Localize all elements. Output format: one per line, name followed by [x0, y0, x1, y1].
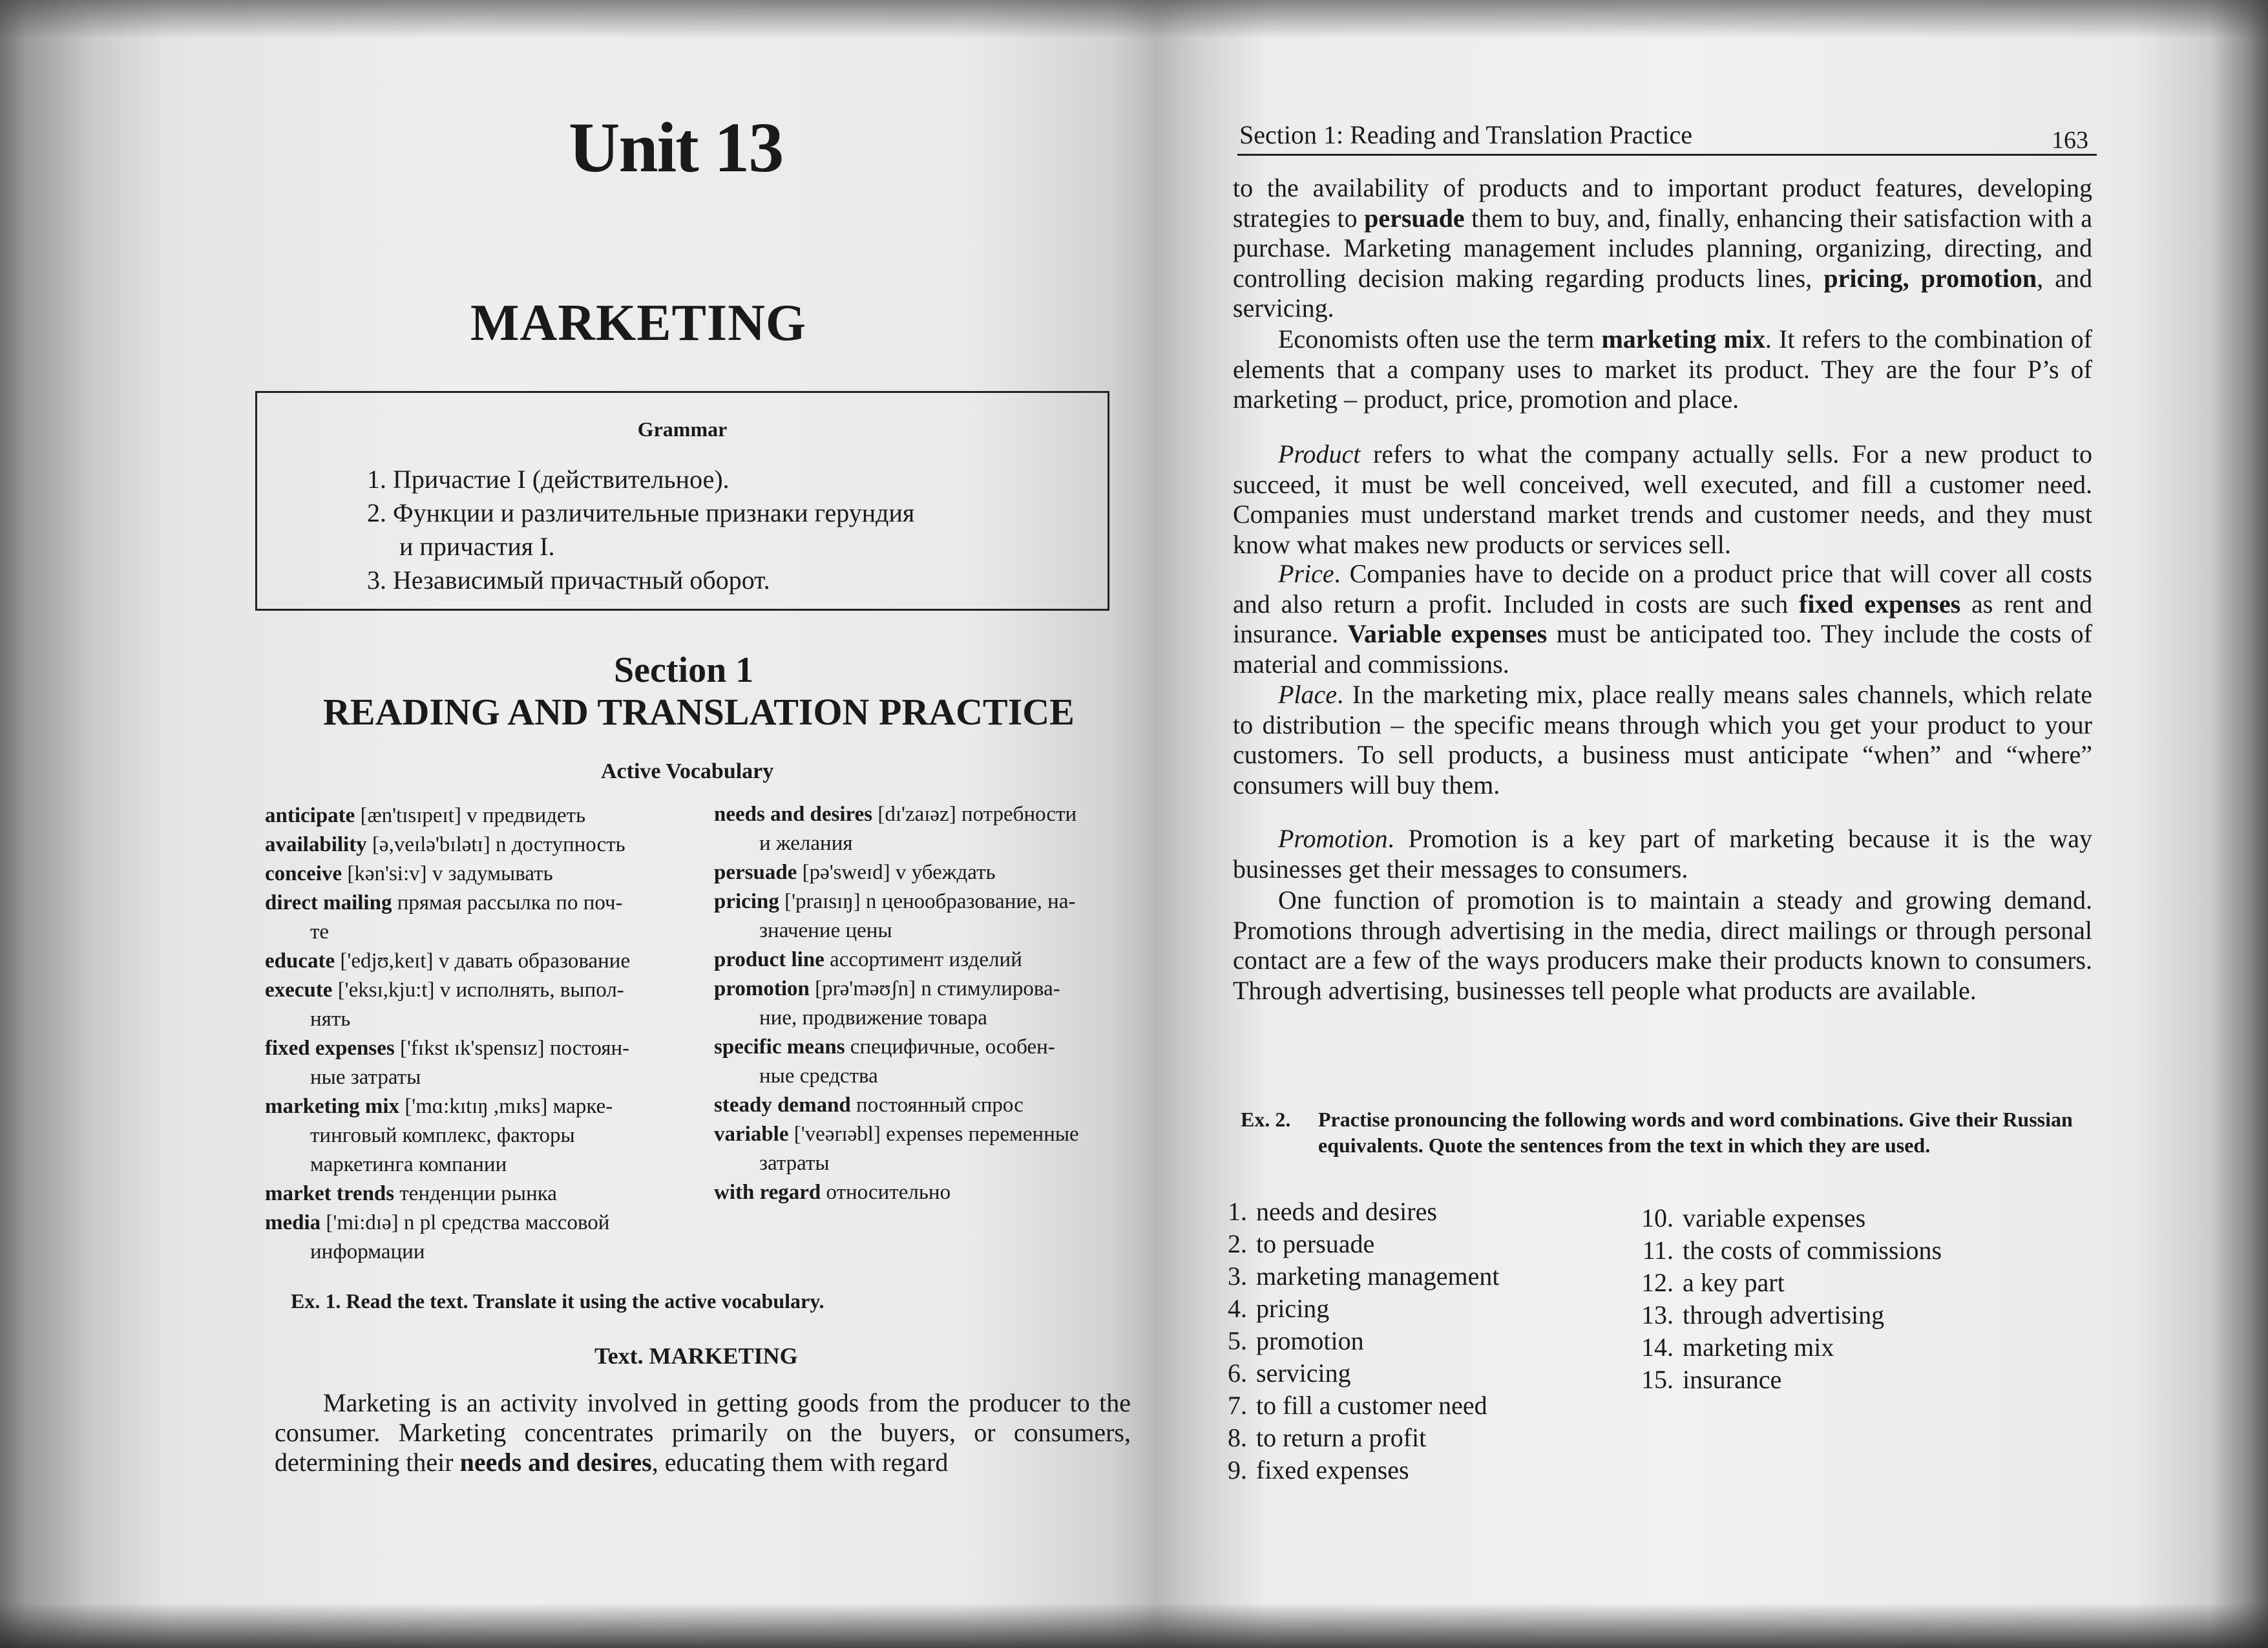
- vocab-term: pricing: [714, 890, 779, 913]
- vocab-definition-cont: затраты: [759, 1152, 830, 1175]
- grammar-heading: Grammar: [637, 417, 728, 441]
- text-run: Price: [1278, 559, 1334, 588]
- vocab-entry: [714, 1178, 1079, 1207]
- list-text: to fill a customer need: [1256, 1391, 1487, 1420]
- vocab-term: anticipate: [265, 804, 355, 827]
- vocab-definition: [ə,veɪlə'bɪlətɪ] n доступность: [366, 833, 625, 856]
- list-text: a key part: [1683, 1268, 1785, 1297]
- text-paragraph-left: [275, 1388, 1131, 1477]
- vocab-entry: [714, 945, 1079, 975]
- text-run: Product: [1278, 439, 1361, 469]
- vocab-definition: ['edjʊ,keɪt] v давать образование: [335, 949, 631, 973]
- vocab-column-right: [714, 800, 1079, 1207]
- paragraph: [1233, 324, 2092, 415]
- running-head: Section 1: Reading and Translation Practice: [1239, 120, 1692, 149]
- vocab-term: conceive: [265, 862, 342, 885]
- grammar-box: [255, 391, 1109, 611]
- vocab-entry: [265, 1092, 630, 1121]
- vocab-definition: ['veərɪəbl] expenses переменные: [788, 1123, 1079, 1146]
- text-run: persuade: [1364, 203, 1465, 233]
- vocab-definition-cont: ные затраты: [310, 1066, 421, 1089]
- vocab-entry: [265, 1209, 630, 1238]
- vocab-definition-cont: нять: [310, 1008, 351, 1031]
- vocab-term: with regard: [714, 1181, 821, 1204]
- vocab-definition-cont: значение цены: [759, 919, 892, 942]
- vocab-definition-cont: тинговый комплекс, факторы: [310, 1124, 575, 1147]
- text-run: Marketing is an activity involved in getting goods from the producer to the consumer. Marketing concentrates primarily on the buyers, or consumers, determining their: [275, 1388, 1131, 1477]
- vocab-term: availability: [265, 833, 367, 856]
- header-rule: [1237, 154, 2097, 156]
- vocab-term: persuade: [714, 861, 797, 884]
- vocab-definition: [pə'sweɪd] v убеждать: [797, 861, 996, 884]
- grammar-item: 1. Причастие I (действительное).: [367, 465, 730, 494]
- text-run: Promotion: [1278, 824, 1388, 853]
- text-run: must be anticipated too. They include the costs of material and commissions.: [1233, 619, 2093, 679]
- vocab-definition: тенденции рынка: [394, 1182, 557, 1205]
- vocab-definition-cont: ные средства: [759, 1064, 878, 1088]
- list-text: to return a profit: [1256, 1423, 1427, 1452]
- exercise-1-instruction: Ex. 1. Read the text. Translate it using the active vocabulary.: [291, 1289, 824, 1313]
- vocab-term: specific means: [714, 1035, 845, 1059]
- vocab-definition: ['fɪkst ɪk'spensɪz] постоян-: [394, 1037, 630, 1060]
- list-item: [1215, 1293, 1500, 1325]
- vocab-term: variable: [714, 1123, 789, 1146]
- list-number: 7.: [1228, 1391, 1247, 1420]
- list-text: the costs of commissions: [1683, 1236, 1942, 1265]
- list-text: insurance: [1683, 1365, 1782, 1394]
- list-number: 8.: [1228, 1423, 1247, 1452]
- vocab-definition: ['mɑ:kɪtɪŋ ,mɪks] марке-: [399, 1095, 613, 1118]
- vocab-entry: [714, 975, 1079, 1004]
- list-item: [1215, 1196, 1500, 1228]
- text-run: . It refers to the combination of elements that a company uses to market its product. They are the four P’s of marketing – product, price, promotion and place.: [1233, 324, 2093, 414]
- vocab-definition: ['mi:dɪə] n pl средства массовой: [320, 1211, 610, 1234]
- list-number: 6.: [1228, 1358, 1247, 1388]
- list-item: [1641, 1331, 1942, 1364]
- list-number: 15.: [1641, 1365, 1674, 1394]
- exercise-2: [1241, 1106, 2090, 1158]
- vocab-entry: [265, 860, 630, 889]
- text-run: . Companies have to decide on a product price that will cover all costs and also return a profit. Included in costs are such: [1233, 559, 2092, 618]
- paragraph: [1233, 559, 2092, 679]
- chapter-title: MARKETING: [470, 295, 807, 352]
- exercise-2-instruction: Practise pronouncing the following words and word combinations. Give their Russian equivalents. Quote the sentences from the text in which they are used.: [1318, 1108, 2073, 1157]
- paragraph: [1233, 885, 2092, 1006]
- list-number: 5.: [1228, 1326, 1247, 1355]
- text-run: Place: [1278, 680, 1338, 709]
- bottom-shadow: [0, 1603, 2268, 1648]
- vocab-entry: [265, 801, 630, 830]
- vocab-term: media: [265, 1211, 321, 1234]
- text-title: Text. MARKETING: [594, 1343, 798, 1369]
- vocab-definition: ['praɪsɪŋ] n ценообразование, на-: [779, 890, 1076, 913]
- list-text: promotion: [1256, 1326, 1364, 1355]
- word-list-right: [1641, 1202, 1942, 1396]
- list-number: 9.: [1228, 1455, 1247, 1484]
- vocab-entry: [265, 1034, 630, 1063]
- vocab-term: educate: [265, 949, 335, 973]
- list-item: [1215, 1389, 1500, 1422]
- vocab-heading: Active Vocabulary: [601, 759, 774, 783]
- vocab-column-left: [265, 801, 630, 1267]
- text-run: fixed expenses: [1799, 589, 1961, 618]
- text-run: One function of promotion is to maintain a steady and growing demand. Promotions through advertising in the media, direct mailings or through personal contact are a few of the ways producers make their products known to consumers. Through advertising, businesses tell people what products are available.: [1233, 885, 2092, 1005]
- list-text: marketing mix: [1683, 1333, 1834, 1362]
- vocab-entry: [265, 1179, 630, 1209]
- paragraph: [1233, 680, 2092, 800]
- vocab-entry: [714, 1120, 1079, 1149]
- grammar-item: и причастия I.: [399, 532, 555, 561]
- text-run: Variable expenses: [1347, 619, 1548, 648]
- text-run: needs and desires: [459, 1448, 652, 1477]
- vocab-term: direct mailing: [265, 891, 392, 914]
- vocab-term: execute: [265, 978, 333, 1002]
- list-number: 12.: [1641, 1268, 1674, 1297]
- exercise-2-number: Ex. 2.: [1241, 1108, 1291, 1131]
- vocab-entry: [714, 858, 1079, 887]
- vocab-entry: [714, 800, 1079, 829]
- word-list-left: [1215, 1196, 1500, 1486]
- grammar-item: 2. Функции и различительные признаки герундия: [367, 498, 915, 527]
- vocab-definition: ассортимент изделий: [824, 948, 1022, 971]
- list-text: pricing: [1256, 1294, 1330, 1323]
- list-number: 4.: [1228, 1294, 1247, 1323]
- list-item: [1641, 1364, 1942, 1396]
- list-item: [1641, 1202, 1942, 1234]
- list-text: variable expenses: [1683, 1203, 1866, 1232]
- vocab-definition: [kən'si:v] v задумывать: [342, 862, 553, 885]
- text-run: refers to what the company actually sells. For a new product to succeed, it must be well conceived, well executed, and fill a customer need. Companies must understand market trends and customer needs, and they must know what makes new products or services sell.: [1233, 439, 2092, 559]
- grammar-item: 3. Независимый причастный оборот.: [367, 565, 770, 595]
- list-text: fixed expenses: [1256, 1455, 1409, 1484]
- vocab-term: fixed expenses: [265, 1037, 395, 1060]
- list-number: 11.: [1642, 1236, 1674, 1265]
- list-text: marketing management: [1256, 1262, 1500, 1291]
- list-item: [1215, 1260, 1500, 1293]
- vocab-entry: [265, 1150, 630, 1179]
- list-item: [1215, 1357, 1500, 1389]
- text-run: , and servicing.: [1233, 263, 2092, 322]
- vocab-definition: [æn'tɪsɪpeɪt] v предвидеть: [355, 804, 586, 827]
- paragraph: [1233, 439, 2092, 560]
- vocab-definition: прямая рассылка по поч-: [392, 891, 623, 914]
- vocab-entry: [714, 1033, 1079, 1062]
- list-item: [1641, 1299, 1942, 1331]
- text-run: them to buy, and, finally, enhancing their satisfaction with a purchase. Marketing management includes planning, organizing, directing, and controlling decision making regarding products lines,: [1233, 203, 2093, 293]
- list-item: [1215, 1422, 1500, 1454]
- vocab-definition-cont: те: [310, 920, 330, 944]
- vocab-term: marketing mix: [265, 1095, 400, 1118]
- list-number: 10.: [1641, 1203, 1674, 1232]
- section-label: Section 1: [614, 650, 754, 690]
- text-run: to the availability of products and to important product features, developing strategies to: [1233, 173, 2092, 233]
- top-shadow: [0, 0, 2268, 39]
- list-text: needs and desires: [1256, 1197, 1437, 1226]
- list-number: 14.: [1641, 1333, 1674, 1362]
- list-text: to persuade: [1256, 1229, 1375, 1258]
- vocab-entry: [265, 976, 630, 1005]
- vocab-entry: [265, 889, 630, 918]
- list-item: [1641, 1234, 1942, 1267]
- paragraph: [1233, 824, 2092, 884]
- vocab-term: steady demand: [714, 1093, 851, 1117]
- vocab-definition-cont: ние, продвижение товара: [759, 1006, 987, 1030]
- vocab-definition-cont: информации: [310, 1240, 425, 1263]
- vocab-term: needs and desires: [714, 803, 873, 826]
- vocab-term: product line: [714, 948, 824, 971]
- text-run: Economists often use the term: [1278, 324, 1602, 354]
- text-run: marketing mix: [1601, 324, 1765, 354]
- list-number: 2.: [1228, 1229, 1247, 1258]
- text-run: , educating them with regard: [651, 1448, 949, 1477]
- list-number: 3.: [1228, 1262, 1247, 1291]
- list-number: 1.: [1228, 1197, 1247, 1226]
- vocab-term: promotion: [714, 977, 810, 1000]
- text-run: pricing, promotion: [1823, 263, 2037, 293]
- vocab-definition: [dɪ'zaɪəz] потребности: [872, 803, 1077, 826]
- vocab-definition-cont: маркетинга компании: [310, 1153, 507, 1176]
- list-text: servicing: [1256, 1358, 1351, 1388]
- vocab-entry: [714, 1091, 1079, 1120]
- text-run: . Promotion is a key part of marketing because it is the way businesses get their messages to consumers.: [1233, 824, 2092, 883]
- vocab-definition: ['eksɪ,kju:t] v исполнять, выпол-: [332, 978, 624, 1002]
- vocab-definition-cont: и желания: [759, 832, 853, 855]
- vocab-definition: [prə'məʊʃn] n стимулирова-: [809, 977, 1060, 1000]
- text-run: as rent and insurance.: [1233, 589, 2092, 648]
- vocab-definition: относительно: [821, 1181, 951, 1204]
- section-title: READING AND TRANSLATION PRACTICE: [323, 691, 1075, 733]
- text-run: . In the marketing mix, place really means sales channels, which relate to distribution – the specific means through which you get your product to your customers. To sell products, a business must anticipate “when” and “where” consumers will buy them.: [1233, 680, 2092, 799]
- vocab-entry: [265, 830, 630, 860]
- vocab-term: market trends: [265, 1182, 395, 1205]
- list-item: [1641, 1267, 1942, 1299]
- page-number: 163: [2052, 127, 2088, 154]
- vocab-entry: [714, 887, 1079, 916]
- vocab-definition: постоянный спрос: [850, 1093, 1024, 1117]
- vocab-definition: специфичные, особен-: [845, 1035, 1055, 1059]
- vocab-entry: [265, 947, 630, 976]
- list-item: [1215, 1454, 1500, 1486]
- list-item: [1215, 1325, 1500, 1357]
- paragraph: [1233, 173, 2092, 324]
- list-item: [1215, 1228, 1500, 1260]
- list-text: through advertising: [1683, 1300, 1885, 1329]
- unit-title: Unit 13: [569, 108, 783, 187]
- list-number: 13.: [1641, 1300, 1674, 1329]
